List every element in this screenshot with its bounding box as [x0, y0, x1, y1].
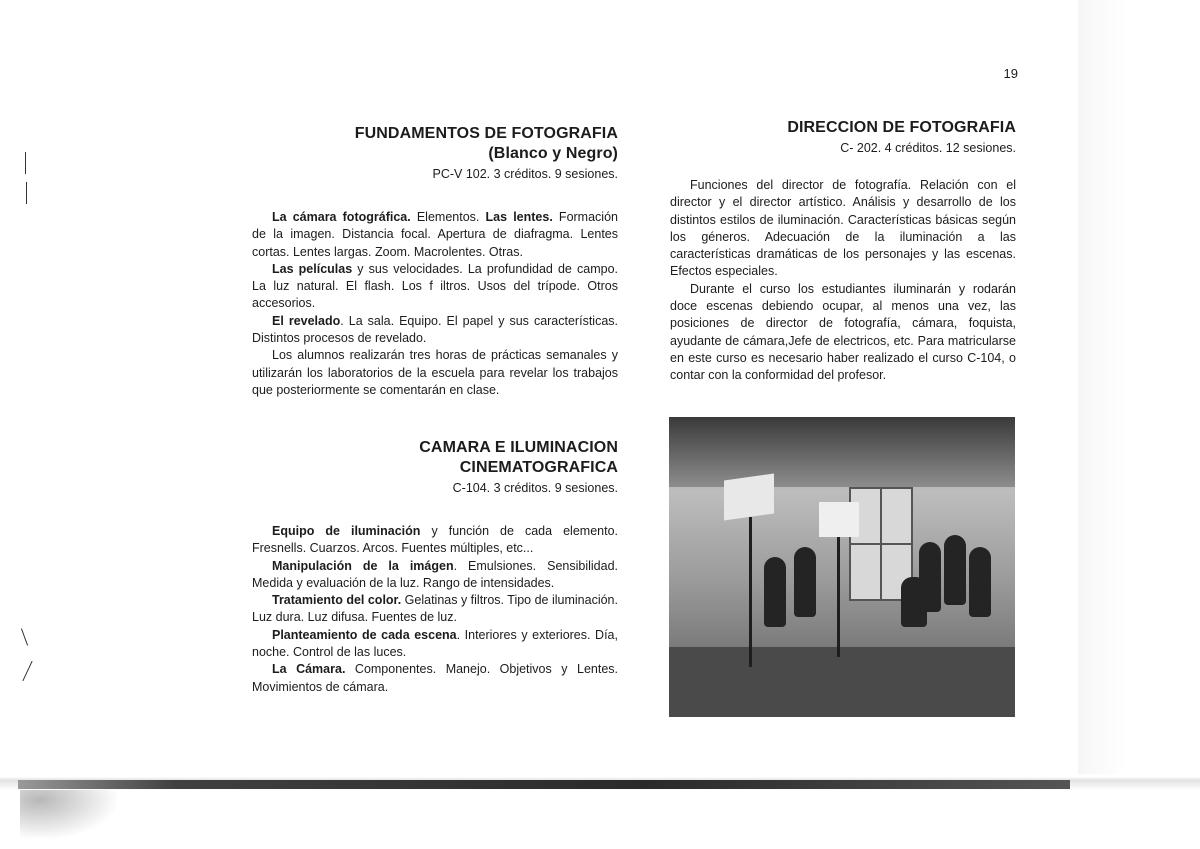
section-body [252, 523, 618, 696]
course-meta: C- 202. 4 créditos. 12 sesiones. [840, 141, 1016, 155]
paragraph [252, 313, 618, 348]
photo-person [901, 577, 927, 627]
section-heading [670, 118, 1016, 157]
paragraph [252, 347, 618, 399]
section-fundamentos [252, 124, 618, 399]
section-body [252, 209, 618, 399]
paragraph [670, 177, 1016, 281]
text-run: . La sala. Equipo. El papel y sus características. Distintos procesos de revelado. [252, 313, 618, 346]
bold-term: La cámara fotográfica. [272, 210, 411, 224]
page-number: 19 [1003, 66, 1018, 81]
photo-light-panel [819, 502, 859, 537]
text-run: Los alumnos realizarán tres horas de prácticas semanales y utilizarán los laboratorios de la escuela para revelar los trabajos que posteriormente se comentarán en clase. [252, 348, 618, 397]
paragraph [670, 281, 1016, 385]
studio-photo [669, 417, 1015, 717]
text-run: Durante el curso los estudiantes iluminarán y rodarán doce escenas debiendo ocupar, al menos una vez, las posiciones de director de fotografía, cámara, foquista, ayudante de cámara,Jefe de electricos, etc. Para matricularse en este curso es necesario haber realizado el curso C-104, o contar con la conformidad del profesor. [670, 281, 1016, 383]
photo-person [944, 535, 966, 605]
text-run: Gelatinas y filtros. Tipo de iluminación. Luz dura. Luz difusa. Fuentes de luz. [252, 593, 618, 625]
paragraph [252, 627, 618, 662]
scan-mark [22, 661, 32, 681]
text-run: y función de cada elemento. Fresnells. Cuarzos. Arcos. Fuentes múltiples, etc... [252, 524, 618, 556]
section-title: DIRECCION DE FOTOGRAFIA [787, 119, 1016, 136]
bold-term: Equipo de iluminación [272, 524, 421, 538]
course-meta: C-104. 3 créditos. 9 sesiones. [452, 481, 618, 495]
paragraph [252, 592, 618, 627]
text-run: Funciones del director de fotografía. Relación con el director y el director artístico. Análisis y desarrollo de los distintos estilos de iluminación. Características básicas según los géneros. Adecuación de la iluminación a las características dramáticas de los personajes y las escenas. Efectos especiales. [670, 178, 1016, 279]
course-meta: PC-V 102. 3 créditos. 9 sesiones. [432, 167, 618, 181]
section-body [670, 177, 1016, 385]
photo-light-stand [749, 517, 752, 667]
section-title-line2: CINEMATOGRAFICA [459, 459, 618, 476]
paragraph [252, 558, 618, 593]
section-direccion [670, 118, 1016, 385]
scan-shadow [20, 790, 120, 840]
photo-person [764, 557, 786, 627]
paragraph [252, 209, 618, 261]
photo-floor [669, 647, 1015, 717]
bold-term: Las lentes. [485, 210, 553, 224]
bold-term: Manipulación de la imágen [272, 558, 454, 573]
text-run: . Interiores y exteriores. Día, noche. Control de las luces. [252, 627, 618, 660]
section-camara [252, 438, 618, 696]
bold-term: La Cámara. [272, 662, 346, 677]
section-title: CAMARA E ILUMINACION [419, 439, 618, 456]
text-run: Componentes. Manejo. Objetivos y Lentes. Movimientos de cámara. [252, 662, 618, 694]
bold-term: El revelado [272, 313, 341, 328]
photo-light-panel [724, 473, 774, 520]
section-heading [252, 438, 618, 497]
photo-person [794, 547, 816, 617]
bold-term: Las películas [272, 261, 353, 276]
scan-mark [21, 628, 28, 645]
scan-binding-line [18, 780, 1070, 789]
page-edge-shade [1078, 0, 1200, 849]
paragraph [252, 523, 618, 558]
paragraph [252, 661, 618, 696]
text-run: . Emulsiones. Sensibilidad. Medida y evaluación de la luz. Rango de intensidades. [252, 558, 618, 590]
scan-mark [26, 182, 27, 204]
section-subtitle: (Blanco y Negro) [488, 145, 618, 162]
paragraph [252, 261, 618, 313]
text-run: y sus velocidades. La profundidad de campo. La luz natural. El flash. Los f iltros. Usos del trípode. Otros accesorios. [252, 261, 618, 311]
scan-mark [25, 152, 26, 174]
bold-term: Tratamiento del color. [272, 593, 402, 608]
text-run: Formación de la imagen. Distancia focal. Apertura de diafragma. Lentes cortas. Lentes largas. Zoom. Macrolentes. Otras. [252, 210, 618, 259]
photo-ceiling [669, 417, 1015, 487]
photo-light-stand [837, 537, 840, 657]
text-run: Elementos. [410, 210, 486, 224]
bold-term: Planteamiento de cada escena [272, 627, 457, 642]
section-title: FUNDAMENTOS DE FOTOGRAFIA [354, 125, 618, 142]
photo-person [969, 547, 991, 617]
section-heading [252, 124, 618, 183]
